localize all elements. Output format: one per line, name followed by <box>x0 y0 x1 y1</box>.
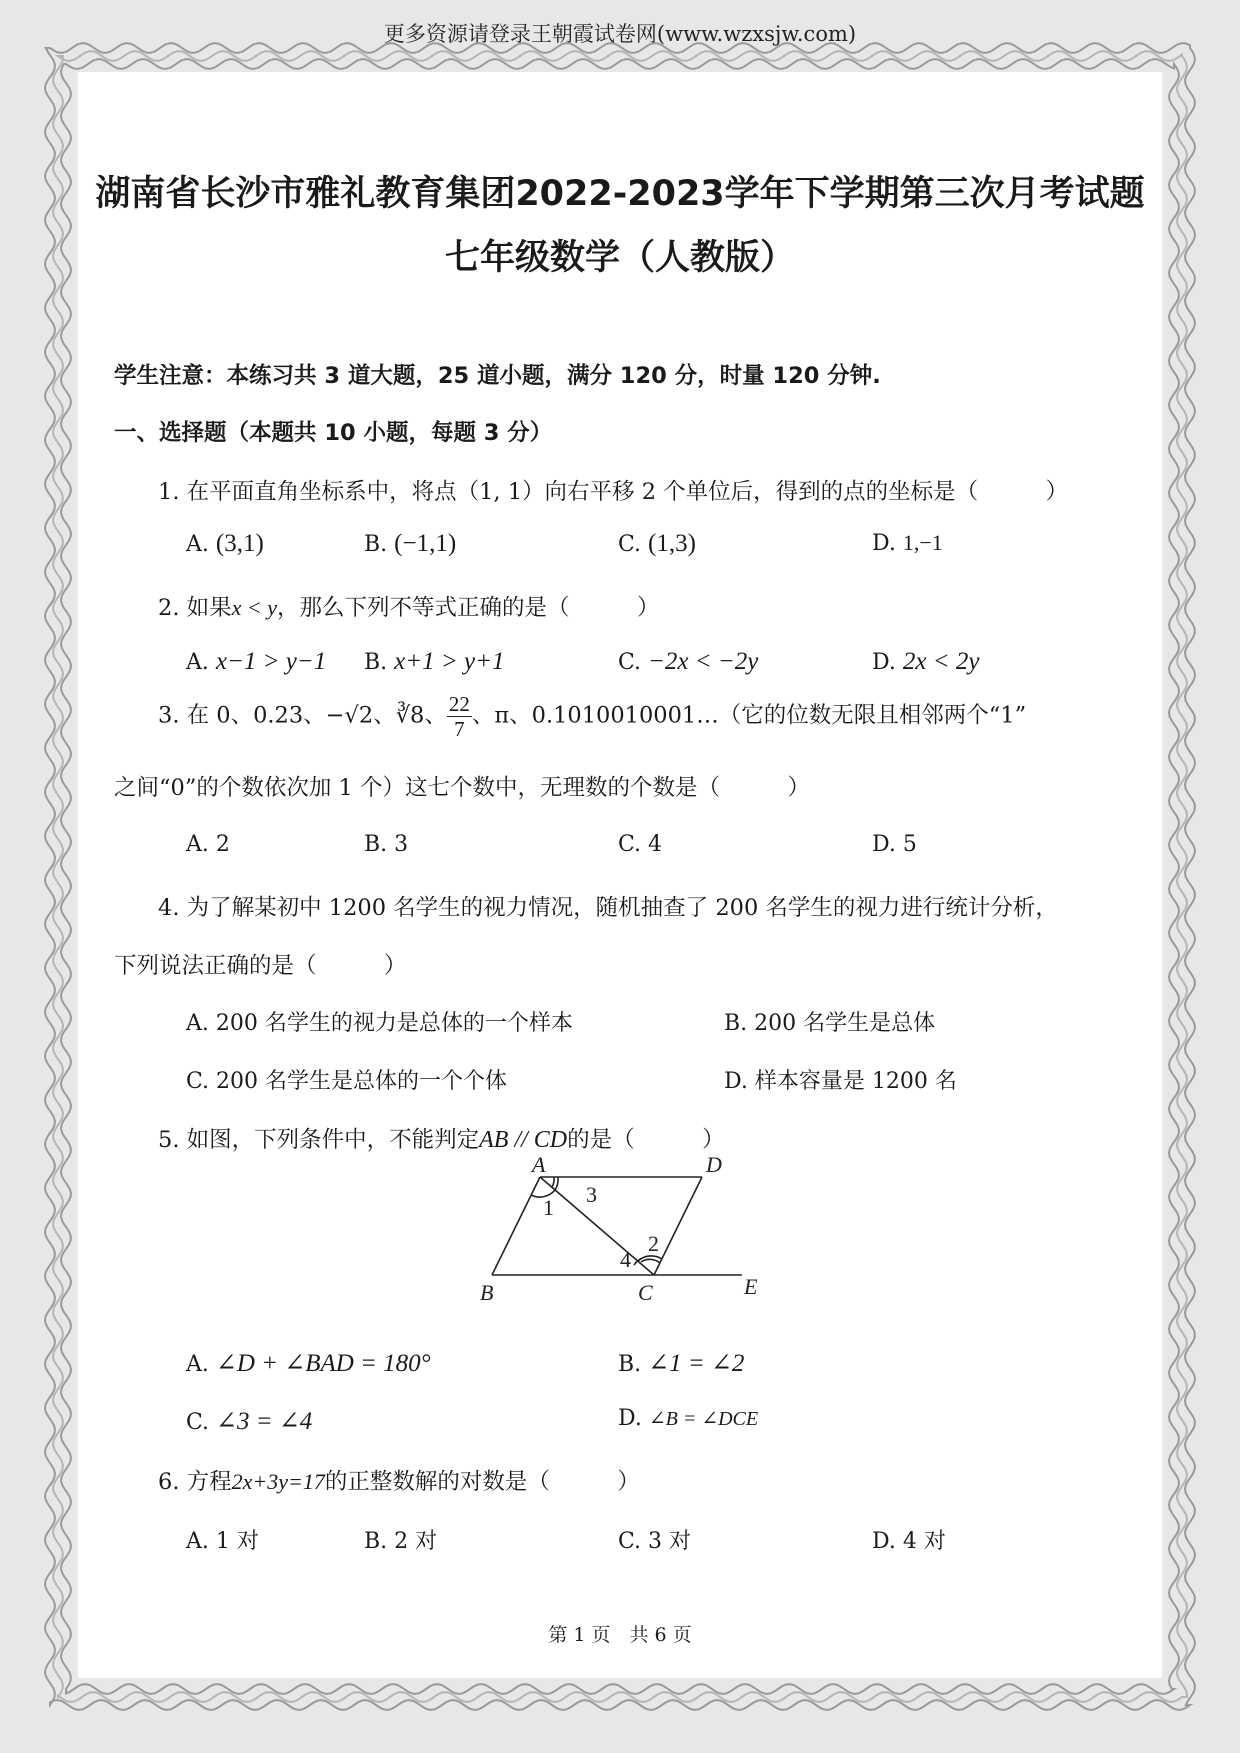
page-paper <box>78 72 1162 1678</box>
question-3-line-2: 之间“0”的个数依次加 1 个）这七个数中，无理数的个数是（ ） <box>114 775 810 801</box>
q4-option-d: D. 样本容量是 1200 名 <box>724 1069 957 1094</box>
section-heading-choice: 一、选择题（本题共 10 小题，每题 3 分） <box>114 420 553 446</box>
question-5-text: 5. 如图，下列条件中，不能判定AB // CD的是（ ） <box>158 1127 725 1153</box>
question-4-line-2: 下列说法正确的是（ ） <box>114 953 407 979</box>
q6-option-d: D. 4 对 <box>872 1529 946 1554</box>
q1-option-a: A. (3,1) <box>186 530 264 557</box>
q1-option-c: C. (1,3) <box>618 530 696 557</box>
q4-option-a: A. 200 名学生的视力是总体的一个样本 <box>186 1011 573 1036</box>
point-label-e: E <box>744 1274 758 1299</box>
point-label-c: C <box>638 1280 653 1305</box>
angle-label-3: 3 <box>586 1182 597 1207</box>
q5-option-a: A. ∠D + ∠BAD = 180° <box>186 1350 431 1377</box>
q1-option-b: B. (−1,1) <box>364 530 457 557</box>
q6-option-b: B. 2 对 <box>364 1529 438 1554</box>
question-4-line-1: 4. 为了解某初中 1200 名学生的视力情况，随机抽查了 200 名学生的视力进行统计分析， <box>158 895 1058 921</box>
angle-label-1: 1 <box>543 1195 554 1220</box>
point-label-d: D <box>706 1155 722 1177</box>
point-label-b: B <box>480 1280 494 1305</box>
q4-option-c: C. 200 名学生是总体的一个个体 <box>186 1069 508 1094</box>
q6-option-a: A. 1 对 <box>186 1529 259 1554</box>
q5-option-c: C. ∠3 = ∠4 <box>186 1408 313 1435</box>
q6-option-c: C. 3 对 <box>618 1529 692 1554</box>
q3-option-b: B. 3 <box>364 832 409 857</box>
exam-title: 湖南省长沙市雅礼教育集团2022-2023学年下学期第三次月考试题 <box>95 174 1145 214</box>
question-2-text: 2. 如果x < y，那么下列不等式正确的是（ ） <box>158 595 660 621</box>
q2-option-d: D. 2x < 2y <box>872 648 980 675</box>
exam-subtitle: 七年级数学（人教版） <box>444 238 795 278</box>
q5-option-b: B. ∠1 = ∠2 <box>618 1350 745 1377</box>
page-footer: 第 1 页 共 6 页 <box>548 1624 692 1646</box>
angle-label-2: 2 <box>648 1231 659 1256</box>
q4-option-b: B. 200 名学生是总体 <box>724 1011 936 1036</box>
student-notice: 学生注意：本练习共 3 道大题，25 道小题，满分 120 分，时量 120 分钟. <box>114 363 881 389</box>
q3-option-a: A. 2 <box>186 832 230 857</box>
point-label-a: A <box>532 1155 546 1177</box>
parallelogram-figure <box>470 1155 770 1305</box>
q1-option-d: D. 1,−1 <box>872 530 943 556</box>
q2-option-c: C. −2x < −2y <box>618 648 759 675</box>
question-1-text: 1. 在平面直角坐标系中，将点（1, 1）向右平移 2 个单位后，得到的点的坐标是（ ） <box>158 479 1069 505</box>
fraction-22-7: $\frac{22}{7}$ <box>448 692 470 742</box>
q2-option-a: A. x−1 > y−1 <box>186 648 327 675</box>
q3-option-d: D. 5 <box>872 832 917 857</box>
angle-label-4: 4 <box>620 1247 631 1272</box>
question-6-text: 6. 方程2x+3y=17的正整数解的对数是（ ） <box>158 1469 640 1495</box>
question-3-line-1: 3. 在 0、0.23、−√2、∛8、 $\frac{22}{7}$ 、π、0.1010010001…（它的位数无限且相邻两个“1” <box>158 692 1027 742</box>
site-header-note: 更多资源请登录王朝霞试卷网(www.wzxsjw.com) <box>383 22 857 46</box>
q2-option-b: B. x+1 > y+1 <box>364 648 505 675</box>
q5-option-d: D. ∠B = ∠DCE <box>618 1406 759 1431</box>
q3-option-c: C. 4 <box>618 832 663 857</box>
